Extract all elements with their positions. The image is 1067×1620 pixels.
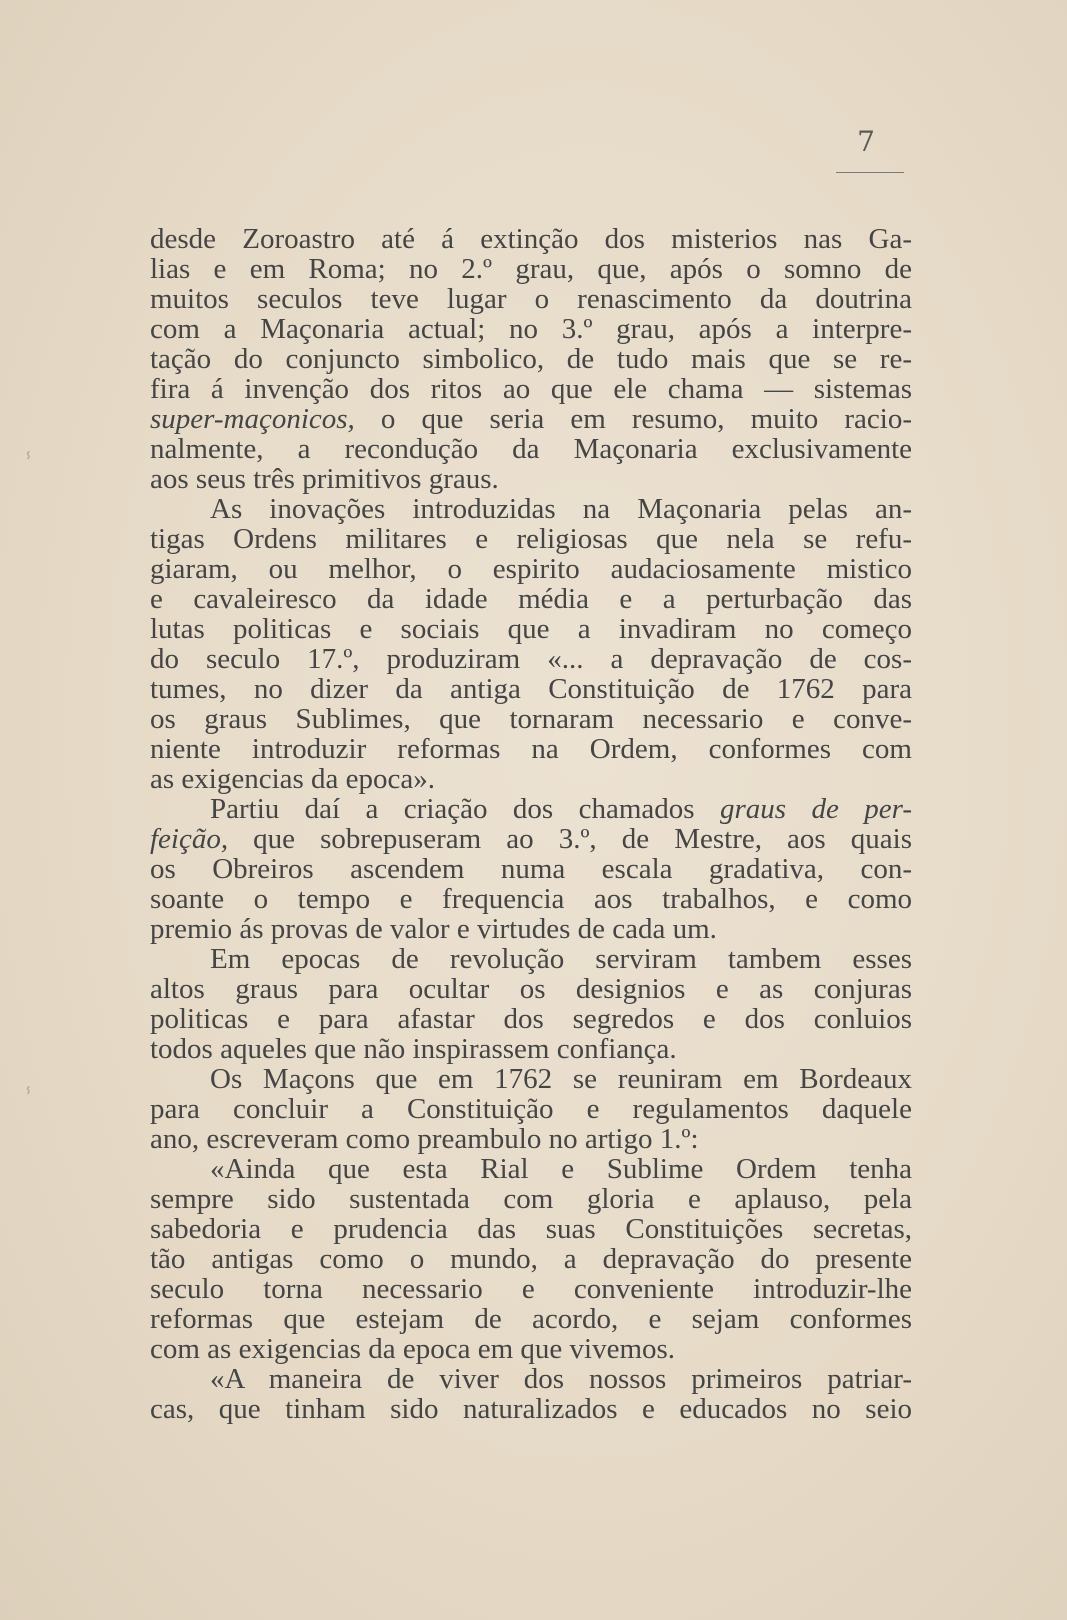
- text-line: Os Maçons que em 1762 se reuniram em Bordeaux: [210, 1063, 912, 1095]
- body-text: [150, 224, 912, 1424]
- text-run: que sobrepuseram ao 3.º, de Mestre, aos quais: [228, 823, 912, 855]
- text-line: [150, 404, 912, 434]
- text-line: premio ás provas de valor e virtudes de cada um.: [150, 913, 717, 945]
- text-line: ano, escreveram como preambulo no artigo 1.º:: [150, 1123, 699, 1155]
- text-line: desde Zoroastro até á extinção dos misterios nas Ga-: [150, 223, 912, 255]
- text-line: As inovações introduzidas na Maçonaria pelas an-: [210, 493, 912, 525]
- text-line: as exigencias da epoca».: [150, 763, 436, 795]
- text-line: Em epocas de revolução serviram tambem esses: [210, 943, 912, 975]
- italic-text-run: super-maçonicos,: [150, 403, 355, 435]
- text-line: sabedoria e prudencia das suas Constituições secretas,: [150, 1213, 912, 1245]
- text-line: todos aqueles que não inspirassem confiança.: [150, 1033, 677, 1065]
- text-line: fira á invenção dos ritos ao que ele chama — sistemas: [150, 373, 912, 405]
- text-run: Partiu daí a criação dos chamados: [210, 793, 720, 825]
- text-line: para concluir a Constituição e regulamentos daquele: [150, 1093, 912, 1125]
- text-line: soante o tempo e frequencia aos trabalhos, e como: [150, 883, 912, 915]
- text-line: politicas e para afastar dos segredos e dos conluios: [150, 1003, 912, 1035]
- text-line: os graus Sublimes, que tornaram necessario e conve-: [150, 703, 912, 735]
- text-line: tigas Ordens militares e religiosas que nela se refu-: [150, 523, 912, 555]
- text-line: nalmente, a recondução da Maçonaria exclusivamente: [150, 433, 912, 465]
- italic-text-run: graus de per-: [720, 793, 913, 825]
- text-line: [150, 794, 912, 824]
- text-line: tação do conjuncto simbolico, de tudo mais que se re-: [150, 343, 912, 375]
- page-number-rule: [836, 172, 904, 173]
- text-line: «A maneira de viver dos nossos primeiros patriar-: [210, 1363, 912, 1395]
- text-line: com as exigencias da epoca em que vivemos.: [150, 1333, 676, 1365]
- text-line: lutas politicas e sociais que a invadiram no começo: [150, 613, 912, 645]
- text-line: e cavaleiresco da idade média e a perturbação das: [150, 583, 912, 615]
- page-number: 7: [857, 125, 875, 158]
- text-line: do seculo 17.º, produziram «... a depravação de cos-: [150, 643, 912, 675]
- text-line: tão antigas como o mundo, a depravação do presente: [150, 1243, 912, 1275]
- text-line: sempre sido sustentada com gloria e aplauso, pela: [150, 1183, 912, 1215]
- text-run: o que seria em resumo, muito racio-: [354, 403, 912, 435]
- margin-mark: ⸯ: [22, 454, 35, 479]
- text-line: reformas que estejam de acordo, e sejam conformes: [150, 1303, 912, 1335]
- text-line: «Ainda que esta Rial e Sublime Ordem tenha: [210, 1153, 912, 1185]
- text-line: lias e em Roma; no 2.º grau, que, após o somno de: [150, 253, 912, 285]
- text-line: giaram, ou melhor, o espirito audaciosamente mistico: [150, 553, 912, 585]
- text-line: cas, que tinham sido naturalizados e educados no seio: [150, 1393, 912, 1425]
- text-line: muitos seculos teve lugar o renascimento da doutrina: [150, 283, 912, 315]
- text-line: os Obreiros ascendem numa escala gradativa, con-: [150, 853, 912, 885]
- text-line: com a Maçonaria actual; no 3.º grau, após a interpre-: [150, 313, 912, 345]
- text-line: niente introduzir reformas na Ordem, conformes com: [150, 733, 912, 765]
- text-line: [150, 824, 912, 854]
- text-line: aos seus três primitivos graus.: [150, 463, 499, 495]
- text-line: tumes, no dizer da antiga Constituição de 1762 para: [150, 673, 912, 705]
- italic-text-run: feição,: [150, 823, 229, 855]
- text-line: seculo torna necessario e conveniente introduzir-lhe: [150, 1273, 912, 1305]
- margin-mark: ⸯ: [22, 1089, 35, 1114]
- text-line: altos graus para ocultar os designios e as conjuras: [150, 973, 912, 1005]
